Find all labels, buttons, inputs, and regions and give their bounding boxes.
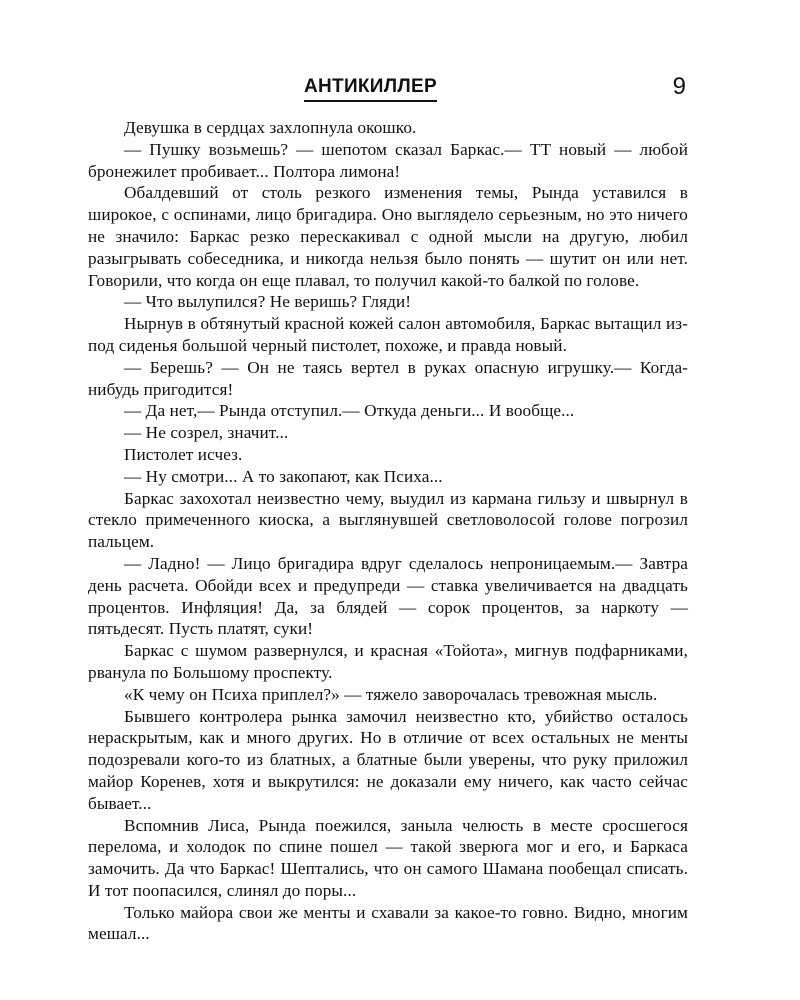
running-header: [88, 73, 688, 102]
paragraph: — Да нет,— Рында отступил.— Откуда деньги... И вообще...: [124, 401, 575, 421]
paragraph: Нырнув в обтянутый красной кожей салон автомобиля, Баркас вытащил из-под сиденья большой черный пистолет, похоже, и правда новый.: [88, 314, 688, 355]
paragraph: — Берешь? — Он не таясь вертел в руках опасную игрушку.— Когда-нибудь пригодится!: [88, 357, 688, 399]
paragraph: — Что вылупился? Не веришь? Гляди!: [124, 292, 412, 312]
paragraph: — Ладно! — Лицо бригадира вдруг сделалось непроницаемым.— Завтра день расчета. Обойди всех и предупреди — ставка увеличивается на двадцать процентов. Инфляция! Да, за блядей — сорок процентов, за наркоту — пятьдесят. Пусть платят, суки!: [88, 553, 688, 639]
paragraph: — Ну смотри... А то закопают, как Психа...: [124, 466, 443, 486]
paragraph: — Не созрел, значит...: [124, 423, 289, 443]
paragraph: Пистолет исчез.: [124, 444, 243, 464]
page-number: 9: [672, 73, 686, 100]
paragraph: Вспомнив Лиса, Рында поежился, заныла челюсть в месте сросшегося перелома, и холодок по спине пошел — такой зверюга мог и его, и Баркаса замочить. Да что Баркас! Шептались, что он самого Шамана пообещал списать. И тот поопасился, слинял до поры...: [88, 815, 688, 900]
paragraph: Девушка в сердцах захлопнула окошко.: [124, 118, 417, 137]
paragraph: «К чему он Психа приплел?» — тяжело заворочалась тревожная мысль.: [124, 684, 658, 704]
paragraph: Баркас с шумом развернулся, и красная «Тойота», мигнув подфарниками, рванула по Большому проспекту.: [88, 641, 688, 682]
paragraph: Баркас захохотал неизвестно чему, выудил из кармана гильзу и швырнул в стекло примеченного киоска, а выглянувшей светловолосой голове погрозил пальцем.: [88, 488, 688, 552]
text-body: [88, 117, 688, 945]
running-title: АНТИКИЛЛЕР: [304, 76, 437, 102]
paragraph: Только майора свои же менты и схавали за какое-то говно. Видно, многим мешал...: [88, 902, 688, 944]
paragraph: — Пушку возьмешь? — шепотом сказал Баркас.— ТТ новый — любой бронежилет пробивает... Полтора лимона!: [88, 139, 688, 181]
paragraph: Бывшего контролера рынка замочил неизвестно кто, убийство осталось нераскрытым, как и много других. Но в отличие от всех остальных не менты подозревали кого-то из блатных, а блатные были уверены, что руку приложил майор Коренев, хотя и выкрутился: не доказали ему ничего, как часто сейчас бывает...: [88, 706, 688, 813]
paragraph: Обалдевший от столь резкого изменения темы, Рында уставился в широкое, с оспинами, лицо бригадира. Оно выглядело серьезным, но это ничего не значило: Баркас резко перескакивал с одной мысли на другую, любил разыгрывать собеседника, и никогда нельзя было понять — шутит он или нет. Говорили, что когда он еще плавал, то получил какой-то балкой по голове.: [88, 183, 688, 290]
